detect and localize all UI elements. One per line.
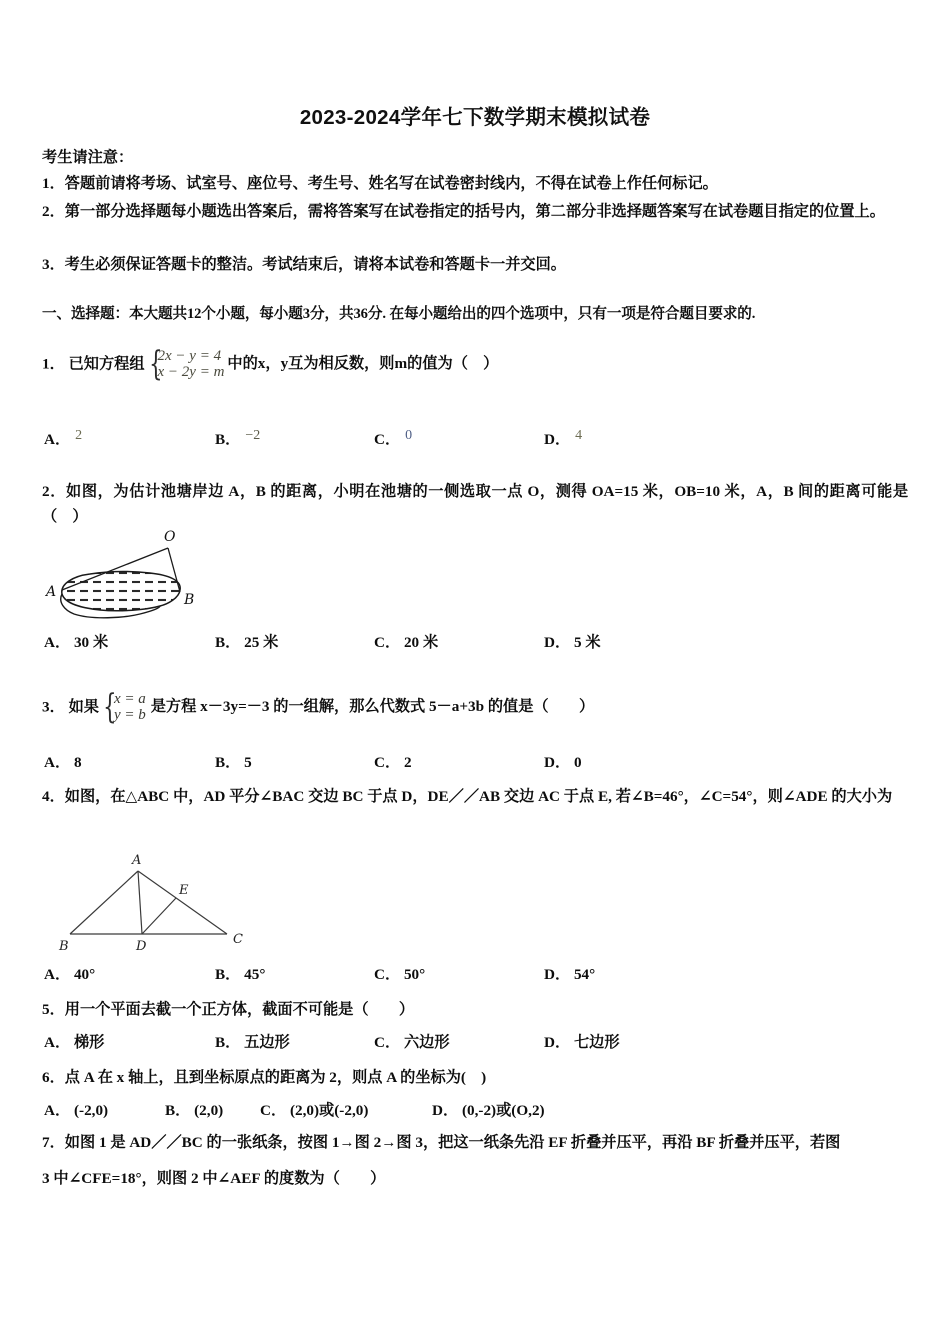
question-4-text xyxy=(42,783,908,811)
question-3-text-after: 是方程 x－3y=－3 的一组解，那么代数式 5－a+3b 的值是（ ） xyxy=(150,698,595,716)
option-b-label: B． xyxy=(215,431,241,448)
segment-de xyxy=(142,898,176,934)
label-b: B xyxy=(59,939,69,954)
option-b-label: B． xyxy=(165,1102,191,1119)
question-7-number: 7． xyxy=(42,1134,65,1151)
question-2-options xyxy=(42,631,922,655)
question-5-body: 用一个平面去截一个正方体，截面不可能是（ ） xyxy=(64,1001,415,1018)
option-d-value: 5 米 xyxy=(573,634,601,651)
option-a-label: A． xyxy=(44,966,71,983)
label-c: C xyxy=(233,932,243,947)
option-d-label: D． xyxy=(544,634,571,651)
option-c-label: C． xyxy=(374,1034,401,1051)
option-d-label: D． xyxy=(432,1102,459,1119)
segment-ab xyxy=(70,871,138,934)
option-d-value: 54° xyxy=(573,966,596,983)
option-a-label: A． xyxy=(44,1034,71,1051)
option-c-label: C． xyxy=(374,966,401,983)
option-c-value: (2,0)或(-2,0) xyxy=(289,1102,369,1119)
question-2-text xyxy=(42,480,908,529)
label-d: D xyxy=(136,939,147,954)
option-a-value: 梯形 xyxy=(73,1034,105,1051)
brace-glyph: { xyxy=(148,343,163,384)
question-3-number: 3． xyxy=(42,698,65,716)
option-a-value: (-2,0) xyxy=(73,1102,109,1119)
option-b-value: 25 米 xyxy=(244,634,279,651)
question-1-text-before: 已知方程组 xyxy=(68,355,145,373)
question-1-text xyxy=(42,343,922,384)
option-b-label: B． xyxy=(215,754,241,771)
option-d[interactable] xyxy=(544,963,595,984)
question-5-number: 5． xyxy=(42,1001,65,1018)
option-d[interactable] xyxy=(544,631,601,652)
option-c-label: C． xyxy=(260,1102,287,1119)
option-c-label: C． xyxy=(374,634,401,651)
option-a[interactable] xyxy=(44,428,82,449)
option-a[interactable] xyxy=(44,751,82,772)
option-d[interactable] xyxy=(544,1031,620,1052)
equation-line-2: y = b xyxy=(113,706,146,723)
pond-figure-svg xyxy=(40,524,220,624)
option-c-value: 六边形 xyxy=(403,1034,450,1051)
notice-heading: 考生请注意： xyxy=(42,149,134,166)
page-title: 2023-2024学年七下数学期末模拟试卷 xyxy=(299,106,651,129)
option-b-value: 五边形 xyxy=(244,1034,290,1051)
question-1-text-after: 中的x，y互为相反数，则m的值为（ ） xyxy=(227,355,499,373)
option-b[interactable] xyxy=(215,631,278,652)
option-a-value: 2 xyxy=(75,428,83,443)
option-c[interactable] xyxy=(374,751,412,772)
segment-ad xyxy=(138,871,142,934)
question-4-options xyxy=(42,963,922,987)
notice-item-2: 2．第一部分选择题每小题选出答案后，需将答案写在试卷指定的括号内，第二部分非选择题答案写在试卷题目指定的位置上。 xyxy=(42,203,885,220)
option-a-value: 40° xyxy=(73,966,96,983)
option-d-value: 0 xyxy=(573,754,582,771)
option-d-label: D． xyxy=(544,754,571,771)
option-a-label: A． xyxy=(44,754,71,771)
option-b[interactable] xyxy=(215,751,252,772)
option-c[interactable] xyxy=(374,428,412,449)
option-c-label: C． xyxy=(374,754,401,771)
option-b-value: 45° xyxy=(244,966,266,983)
equation-line-2: x − 2y = m xyxy=(157,363,225,380)
option-c-value: 2 xyxy=(403,754,412,771)
option-b[interactable] xyxy=(215,963,265,984)
option-d[interactable] xyxy=(432,1099,545,1120)
option-c-value: 20 米 xyxy=(403,634,439,651)
question-3-text-before: 如果 xyxy=(68,698,99,716)
option-d-value: 4 xyxy=(575,428,583,443)
question-5-options xyxy=(42,1031,922,1055)
question-1-number: 1． xyxy=(42,355,65,373)
option-d[interactable] xyxy=(544,428,582,449)
question-6-options xyxy=(42,1099,922,1123)
option-c-value: 0 xyxy=(405,428,413,443)
brace-glyph: { xyxy=(103,686,117,727)
option-a-value: 30 米 xyxy=(73,634,109,651)
equation-line-1: x = a xyxy=(113,691,146,707)
option-a-label: A． xyxy=(44,431,71,448)
question-2-body: 如图，为估计池塘岸边 A，B 的距离，小明在池塘的一侧选取一点 O，测得 OA=15 米，OB=10 米，A，B 间的距离可能是（ ） xyxy=(42,483,909,525)
question-6-text xyxy=(42,1066,922,1091)
option-b[interactable] xyxy=(215,1031,290,1052)
option-d-value: (0,-2)或(O,2) xyxy=(461,1102,545,1119)
option-b-label: B． xyxy=(215,634,241,651)
option-a[interactable] xyxy=(44,1099,108,1120)
option-d-label: D． xyxy=(544,431,571,448)
option-c[interactable] xyxy=(260,1099,368,1120)
question-7-line-2 xyxy=(42,1167,908,1192)
option-c-label: C． xyxy=(374,431,401,448)
question-4-number: 4． xyxy=(42,788,65,805)
question-4-body: 如图，在△ABC 中，AD 平分∠BAC 交边 BC 于点 D，DE／／AB 交边 AC 于点 E, 若∠B=46°，∠C=54°，则∠ADE 的大小为 xyxy=(64,788,893,805)
question-3-equation-system xyxy=(99,686,146,727)
option-b-value: (2,0) xyxy=(194,1102,224,1119)
label-o: O xyxy=(164,529,176,545)
question-7-line-1 xyxy=(42,1131,908,1156)
option-d-value: 七边形 xyxy=(573,1034,620,1051)
option-b-label: B． xyxy=(215,966,241,983)
label-b: B xyxy=(184,592,195,608)
option-a[interactable] xyxy=(44,1031,104,1052)
question-1-options xyxy=(42,428,922,452)
option-c[interactable] xyxy=(374,1031,450,1052)
question-5-text xyxy=(42,998,922,1023)
triangle-abc-svg xyxy=(55,846,255,954)
question-3-options xyxy=(42,751,922,775)
question-7-body-line-1: 如图 1 是 AD／／BC 的一张纸条，按图 1→图 2→图 3，把这一纸条先沿 EF 折叠并压平，再沿 BF 折叠并压平，若图 xyxy=(64,1134,841,1151)
option-d[interactable] xyxy=(544,751,582,772)
label-a: A xyxy=(132,853,142,868)
option-b-label: B． xyxy=(215,1034,241,1051)
option-b[interactable] xyxy=(215,428,260,449)
notice-item-3: 3．考生必须保证答题卡的整洁。考试结束后，请将本试卷和答题卡一并交回。 xyxy=(42,256,566,273)
option-a-value: 8 xyxy=(73,754,82,771)
option-b-value: −2 xyxy=(245,428,261,443)
option-a-label: A． xyxy=(44,634,71,651)
question-1-equation-system xyxy=(145,343,225,384)
option-a[interactable] xyxy=(44,631,108,652)
notice-item-1: 1．答题前请将考场、试室号、座位号、考生号、姓名写在试卷密封线内，不得在试卷上作任何标记。 xyxy=(42,175,718,192)
question-2-number: 2． xyxy=(42,483,67,500)
question-7-body-line-2: 3 中∠CFE=18°，则图 2 中∠AEF 的度数为（ ） xyxy=(42,1170,386,1187)
option-a-label: A． xyxy=(44,1102,71,1119)
question-3-text xyxy=(42,686,922,727)
option-b-value: 5 xyxy=(244,754,252,771)
section-heading-multiple-choice: 一、选择题：本大题共12个小题，每小题3分，共36分. 在每小题给出的四个选项中，只有一项是符合题目要求的. xyxy=(42,306,756,322)
question-6-body: 点 A 在 x 轴上，且到坐标原点的距离为 2，则点 A 的坐标为( ) xyxy=(64,1069,487,1086)
option-c[interactable] xyxy=(374,963,425,984)
option-c-value: 50° xyxy=(403,966,426,983)
label-a: A xyxy=(46,584,57,600)
equation-line-1: 2x − y = 4 xyxy=(157,348,222,364)
pond-figure xyxy=(40,524,220,624)
label-e: E xyxy=(179,883,189,898)
question-6-number: 6． xyxy=(42,1069,65,1086)
option-c[interactable] xyxy=(374,631,438,652)
triangle-abc-figure xyxy=(55,846,255,954)
option-d-label: D． xyxy=(544,1034,571,1051)
pond-shape xyxy=(62,572,180,611)
option-a[interactable] xyxy=(44,963,95,984)
option-d-label: D． xyxy=(544,966,571,983)
option-b[interactable] xyxy=(165,1099,223,1120)
